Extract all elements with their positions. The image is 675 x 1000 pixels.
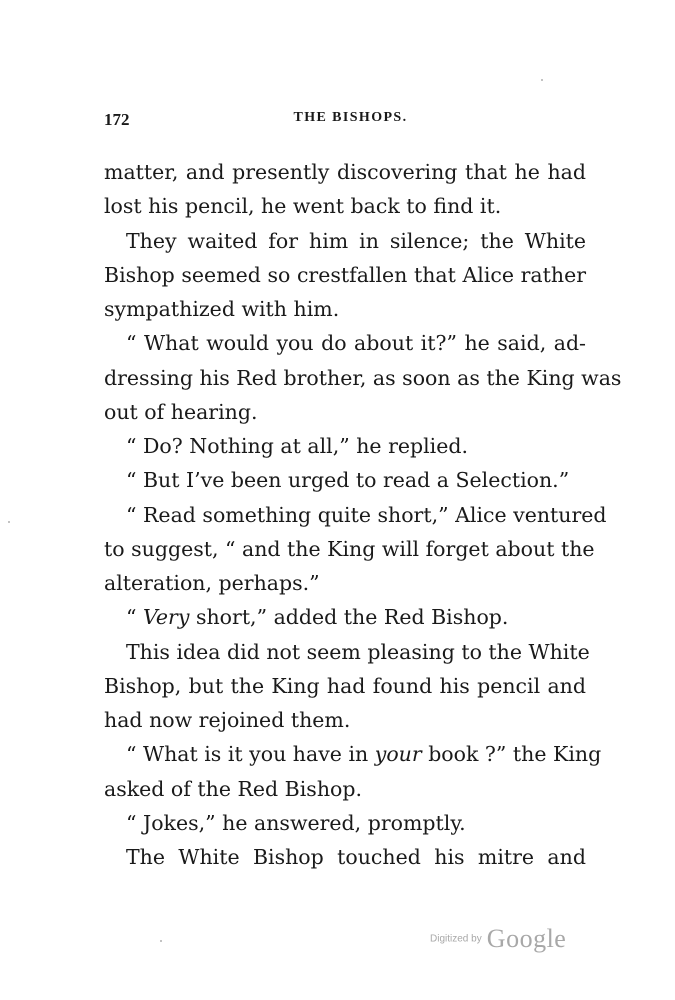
text-fragment: book ?” the King [421, 742, 602, 767]
text-line: The White Bishop touched his mitre and [126, 845, 586, 869]
text-line [104, 737, 602, 771]
page-body [104, 155, 622, 874]
text-line: “ Do? Nothing at all,” he replied. [126, 434, 469, 458]
text-line: matter, and presently discovering that he had [104, 160, 586, 184]
text-line: sympathized with him. [104, 297, 340, 321]
text-line: This idea did not seem pleasing to the White [126, 639, 590, 664]
text-line: asked of the Red Bishop. [104, 776, 363, 801]
watermark-prefix: Digitized by [430, 933, 482, 945]
text-fragment: “ What is it you have in [126, 742, 375, 767]
scan-speck [541, 79, 543, 81]
text-line: alteration, perhaps.” [104, 571, 320, 595]
text-line: dressing his Red brother, as soon as the King was [104, 365, 622, 390]
scan-speck [8, 521, 10, 523]
text-fragment: short,” added the Red Bishop. [189, 605, 509, 630]
google-logo: Google [486, 924, 567, 953]
scan-speck [160, 940, 162, 942]
page-number: 172 [104, 110, 130, 129]
text-line: Bishop, but the King had found his pencil and [104, 673, 586, 698]
italic-emphasis: your [374, 742, 422, 767]
running-title: THE BISHOPS. [293, 110, 408, 125]
text-line: “ Read something quite short,” Alice ventured [126, 502, 607, 527]
text-line: “ But I’ve been urged to read a Selection.” [126, 468, 570, 493]
text-line: They waited for him in silence; the White [126, 228, 586, 253]
text-fragment: “ [126, 605, 143, 630]
page-header [104, 110, 587, 134]
text-line: to suggest, “ and the King will forget about the [104, 536, 595, 561]
text-line: Bishop seemed so crestfallen that Alice rather [104, 262, 586, 287]
text-line [104, 600, 586, 634]
text-line: “ What would you do about it?” he said, ad- [126, 331, 586, 356]
italic-emphasis: Very [143, 605, 190, 630]
text-line: lost his pencil, he went back to find it. [104, 194, 502, 219]
text-line: out of hearing. [104, 399, 258, 424]
text-line: had now rejoined them. [104, 708, 351, 732]
text-line: “ Jokes,” he answered, promptly. [126, 810, 466, 835]
digitized-watermark [430, 924, 566, 954]
